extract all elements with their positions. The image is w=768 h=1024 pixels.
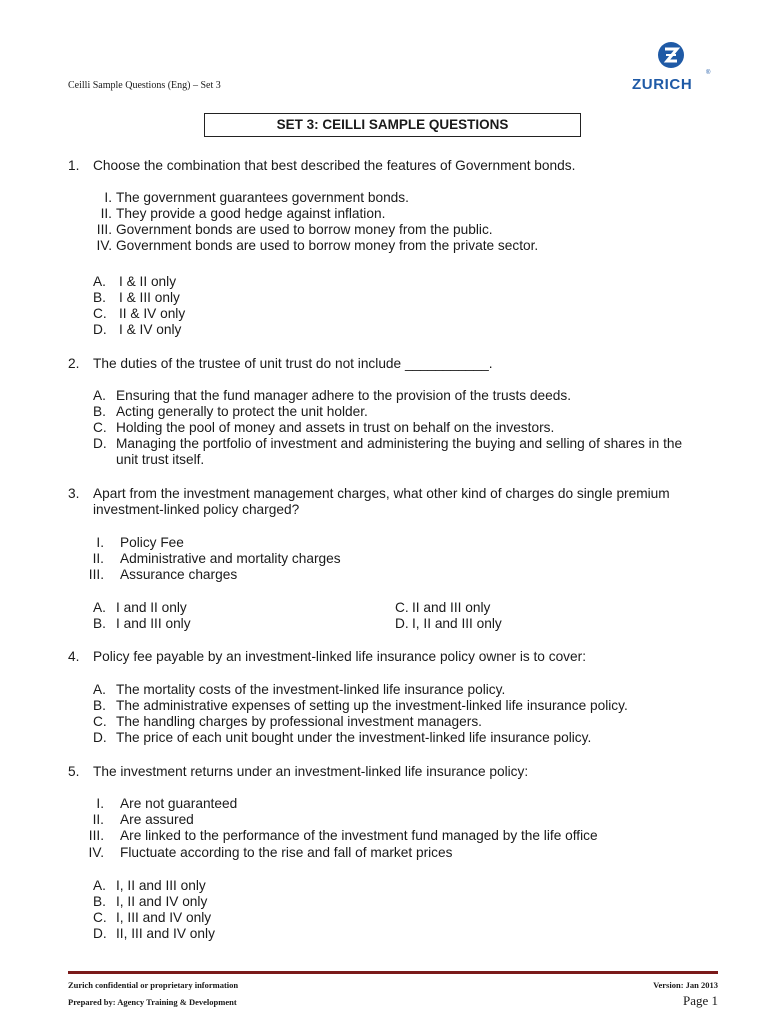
statement-text: Are assured	[120, 812, 194, 827]
registered-mark: ®	[706, 70, 711, 76]
option-text: I & III only	[119, 290, 180, 305]
option-letter: B.	[93, 404, 106, 419]
zurich-z-icon	[658, 42, 684, 68]
question-number: 3.	[68, 486, 80, 501]
option-letter: C.	[395, 600, 409, 615]
page-title: SET 3: CEILLI SAMPLE QUESTIONS	[204, 113, 581, 137]
option-text: The handling charges by professional investment managers.	[116, 714, 482, 729]
statement-text: Policy Fee	[120, 535, 184, 550]
statement-text: Are linked to the performance of the investment fund managed by the life office	[120, 828, 598, 843]
statement-text: The government guarantees government bonds.	[116, 190, 409, 205]
option-text: I & II only	[119, 274, 177, 289]
statement-roman: IV.	[88, 845, 104, 860]
option-text-continued: unit trust itself.	[116, 452, 205, 467]
option-letter: D.	[395, 616, 409, 631]
question-number: 4.	[68, 649, 80, 664]
footer-divider	[68, 971, 718, 974]
statement-roman: I.	[96, 535, 104, 550]
option-letter: D.	[93, 730, 107, 745]
option-text: The mortality costs of the investment-linked life insurance policy.	[116, 682, 506, 697]
statement-roman: III.	[88, 567, 104, 582]
statement-text: Assurance charges	[120, 567, 238, 582]
option-text: I and III only	[116, 616, 191, 631]
question-text: Policy fee payable by an investment-linked life insurance policy owner is to cover:	[93, 649, 586, 664]
option-text: I, II and III only	[116, 878, 206, 893]
footer-confidential: Zurich confidential or proprietary information	[68, 980, 239, 990]
option-letter: C.	[93, 420, 107, 435]
question-text: The investment returns under an investment-linked life insurance policy:	[93, 764, 529, 779]
option-text: The administrative expenses of setting up the investment-linked life insurance policy.	[116, 698, 628, 713]
statement-roman: II.	[100, 206, 112, 221]
question-text: Apart from the investment management charges, what other kind of charges do single premium	[93, 486, 670, 501]
option-text: Holding the pool of money and assets in trust on behalf on the investors.	[116, 420, 555, 435]
option-text: Ensuring that the fund manager adhere to the provision of the trusts deeds.	[116, 388, 572, 403]
option-text: I, II and III only	[412, 616, 502, 631]
question-text-continued: investment-linked policy charged?	[93, 502, 300, 517]
page-number: Page 1	[682, 993, 718, 1008]
question-text: Choose the combination that best described the features of Government bonds.	[93, 158, 576, 173]
option-letter: C.	[93, 714, 107, 729]
option-text: I & IV only	[119, 322, 182, 337]
footer-version: Version: Jan 2013	[653, 980, 718, 990]
option-letter: D.	[93, 322, 107, 337]
option-text: II, III and IV only	[116, 926, 215, 941]
option-letter: A.	[93, 388, 106, 403]
option-letter: D.	[93, 436, 107, 451]
option-letter: B.	[93, 616, 106, 631]
option-letter: D.	[93, 926, 107, 941]
statement-text: Administrative and mortality charges	[120, 551, 341, 566]
statement-text: Are not guaranteed	[120, 796, 238, 811]
option-text: Acting generally to protect the unit holder.	[116, 404, 368, 419]
option-text: Managing the portfolio of investment and administering the buying and selling of shares in the	[116, 436, 683, 451]
option-letter: A.	[93, 878, 106, 893]
question-text: The duties of the trustee of unit trust do not include ___________.	[93, 356, 493, 371]
statement-roman: II.	[92, 551, 104, 566]
option-text: I and II only	[116, 600, 187, 615]
statement-roman: IV.	[96, 238, 112, 253]
option-letter: A.	[93, 682, 106, 697]
option-letter: B.	[93, 894, 106, 909]
option-letter: A.	[93, 274, 106, 289]
statement-text: Government bonds are used to borrow money from the public.	[116, 222, 493, 237]
option-text: II & IV only	[119, 306, 186, 321]
option-letter: B.	[93, 698, 106, 713]
footer-prepared-by: Prepared by: Agency Training & Development	[68, 997, 237, 1007]
statement-roman: III.	[88, 828, 104, 843]
statement-roman: I.	[104, 190, 112, 205]
option-text: I, III and IV only	[116, 910, 212, 925]
statement-roman: II.	[92, 812, 104, 827]
option-letter: B.	[93, 290, 106, 305]
question-number: 2.	[68, 356, 80, 371]
question-number: 5.	[68, 764, 80, 779]
document-header-title: Ceilli Sample Questions (Eng) – Set 3	[68, 80, 221, 91]
option-letter: C.	[93, 910, 107, 925]
statement-roman: I.	[96, 796, 104, 811]
statement-text: They provide a good hedge against inflation.	[116, 206, 386, 221]
question-number: 1.	[68, 158, 80, 173]
statement-text: Government bonds are used to borrow money from the private sector.	[116, 238, 539, 253]
option-text: The price of each unit bought under the investment-linked life insurance policy.	[116, 730, 592, 745]
statement-text: Fluctuate according to the rise and fall of market prices	[120, 845, 453, 860]
option-letter: C.	[93, 306, 107, 321]
statement-roman: III.	[96, 222, 112, 237]
option-letter: A.	[93, 600, 106, 615]
logo-wordmark: ZURICH	[632, 76, 693, 93]
option-text: II and III only	[412, 600, 491, 615]
zurich-logo	[628, 42, 718, 94]
option-text: I, II and IV only	[116, 894, 208, 909]
